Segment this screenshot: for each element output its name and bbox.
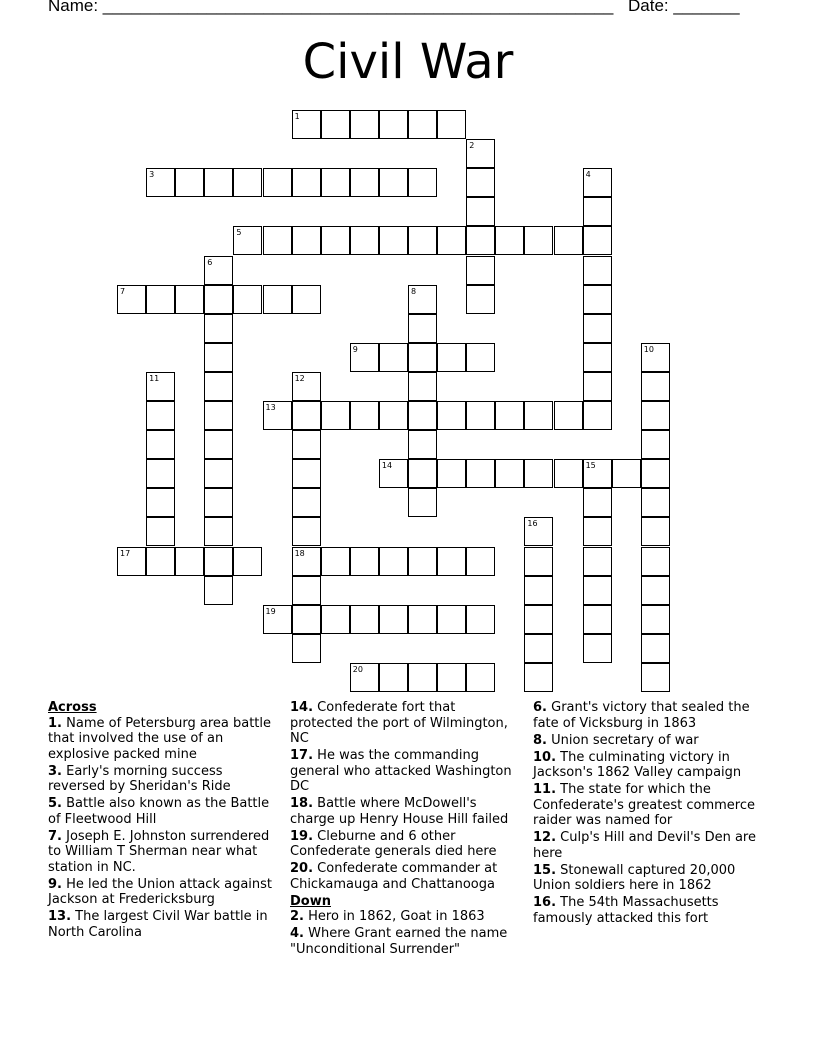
grid-cell[interactable] xyxy=(350,401,379,430)
grid-cell[interactable] xyxy=(204,372,233,401)
grid-cell[interactable] xyxy=(379,226,408,255)
grid-cell[interactable] xyxy=(408,314,437,343)
grid-cell[interactable] xyxy=(146,517,175,546)
grid-cell[interactable] xyxy=(233,168,262,197)
grid-cell[interactable] xyxy=(408,226,437,255)
down-clue-10: 10. The culminating victory in Jackson's 1862 Valley campaign xyxy=(533,749,742,780)
cell-number: 9 xyxy=(352,344,358,354)
cell-number: 13 xyxy=(265,403,276,412)
grid-cell[interactable] xyxy=(554,401,583,430)
cell-number: 5 xyxy=(236,228,242,238)
grid-cell[interactable] xyxy=(204,256,233,285)
grid-cell[interactable] xyxy=(466,226,495,255)
grid-cell[interactable] xyxy=(175,285,204,314)
grid-cell[interactable] xyxy=(466,663,495,692)
across-clue-14: 14. Confederate fort that protected the port of Wilmington, NC xyxy=(290,700,508,746)
grid-cell[interactable] xyxy=(583,226,612,255)
clue-column-1 xyxy=(48,700,280,942)
grid-cell[interactable] xyxy=(292,547,321,576)
grid-cell[interactable] xyxy=(292,430,321,459)
grid-cell[interactable] xyxy=(583,372,612,401)
grid-cell[interactable] xyxy=(292,285,321,314)
grid-cell[interactable] xyxy=(350,168,379,197)
across-clue-13: 13. The largest Civil War battle in North Carolina xyxy=(48,909,268,940)
across-clue-17: 17. He was the commanding general who attacked Washington DC xyxy=(290,748,512,794)
grid-cell[interactable] xyxy=(408,430,437,459)
grid-cell[interactable] xyxy=(612,459,641,488)
grid-cell[interactable] xyxy=(321,401,350,430)
grid-cell[interactable] xyxy=(233,226,262,255)
clue-column-2 xyxy=(290,700,522,959)
grid-cell[interactable] xyxy=(466,256,495,285)
grid-cell[interactable] xyxy=(524,547,553,576)
grid-cell[interactable] xyxy=(379,168,408,197)
grid-cell[interactable] xyxy=(495,459,524,488)
grid-cell[interactable] xyxy=(263,285,292,314)
grid-cell[interactable] xyxy=(146,547,175,576)
grid-cell[interactable] xyxy=(321,605,350,634)
cell-number: 11 xyxy=(149,373,160,383)
grid-cell[interactable] xyxy=(292,372,321,401)
grid-cell[interactable] xyxy=(408,605,437,634)
grid-cell[interactable] xyxy=(408,663,437,692)
grid-cell[interactable] xyxy=(583,401,612,430)
cell-number: 7 xyxy=(120,286,126,296)
date-field-label: Date: _______ xyxy=(628,0,740,15)
grid-cell[interactable] xyxy=(350,547,379,576)
grid-cell[interactable] xyxy=(292,401,321,430)
grid-cell[interactable] xyxy=(583,314,612,343)
down-clue-11: 11. The state for which the Confederate's greatest commerce raider was named for xyxy=(533,782,755,828)
grid-cell[interactable] xyxy=(437,459,466,488)
across-heading: Across xyxy=(48,700,97,715)
grid-cell[interactable] xyxy=(583,517,612,546)
grid-cell[interactable] xyxy=(292,517,321,546)
across-clue-5: 5. Battle also known as the Battle of Fleetwood Hill xyxy=(48,796,270,827)
clue-column-3 xyxy=(533,700,773,928)
grid-cell[interactable] xyxy=(641,605,670,634)
grid-cell[interactable] xyxy=(292,110,321,139)
grid-cell[interactable] xyxy=(350,663,379,692)
across-clue-9: 9. He led the Union attack against Jackson at Fredericksburg xyxy=(48,876,273,907)
grid-cell[interactable] xyxy=(524,634,553,663)
grid-cell[interactable] xyxy=(379,663,408,692)
grid-cell[interactable] xyxy=(204,285,233,314)
cell-number: 17 xyxy=(120,548,131,558)
name-field-label: Name: ______________________________________________________ xyxy=(48,0,614,15)
cell-number: 8 xyxy=(411,286,417,296)
cell-number: 4 xyxy=(585,170,591,180)
grid-cell[interactable] xyxy=(204,576,233,605)
across-clue-3: 3. Early's morning success reversed by Sheridan's Ride xyxy=(48,763,231,794)
grid-cell[interactable] xyxy=(146,488,175,517)
grid-cell[interactable] xyxy=(583,488,612,517)
grid-cell[interactable] xyxy=(408,401,437,430)
grid-cell[interactable] xyxy=(146,372,175,401)
cell-number: 15 xyxy=(585,461,596,471)
cell-number: 10 xyxy=(643,344,654,354)
grid-cell[interactable] xyxy=(117,547,146,576)
grid-cell[interactable] xyxy=(495,226,524,255)
grid-cell[interactable] xyxy=(408,285,437,314)
grid-cell[interactable] xyxy=(583,459,612,488)
cell-number: 19 xyxy=(265,606,276,616)
down-heading: Down xyxy=(290,893,331,909)
cell-number: 16 xyxy=(527,519,538,529)
cell-number: 6 xyxy=(207,257,213,267)
grid-cell[interactable] xyxy=(524,459,553,488)
grid-cell[interactable] xyxy=(524,576,553,605)
grid-cell[interactable] xyxy=(379,110,408,139)
grid-cell[interactable] xyxy=(146,168,175,197)
grid-cell[interactable] xyxy=(117,285,146,314)
grid-cell[interactable] xyxy=(321,110,350,139)
grid-cell[interactable] xyxy=(641,459,670,488)
cell-number: 3 xyxy=(149,170,155,180)
grid-cell[interactable] xyxy=(437,226,466,255)
grid-cell[interactable] xyxy=(408,547,437,576)
grid-cell[interactable] xyxy=(583,547,612,576)
grid-cell[interactable] xyxy=(437,343,466,372)
grid-cell[interactable] xyxy=(350,226,379,255)
page-title: Civil War xyxy=(302,34,514,90)
cell-number: 2 xyxy=(469,141,475,151)
across-clue-19: 19. Cleburne and 6 other Confederate generals died here xyxy=(290,828,497,859)
grid-cell[interactable] xyxy=(524,517,553,546)
down-clue-6: 6. Grant's victory that sealed the fate of Vicksburg in 1863 xyxy=(533,700,750,731)
grid-cell[interactable] xyxy=(583,197,612,226)
grid-cell[interactable] xyxy=(292,459,321,488)
grid-cell[interactable] xyxy=(379,401,408,430)
grid-cell[interactable] xyxy=(641,547,670,576)
grid-cell[interactable] xyxy=(292,605,321,634)
grid-cell[interactable] xyxy=(641,372,670,401)
grid-cell[interactable] xyxy=(408,459,437,488)
grid-cell[interactable] xyxy=(466,285,495,314)
grid-cell[interactable] xyxy=(495,401,524,430)
grid-cell[interactable] xyxy=(175,168,204,197)
grid-cell[interactable] xyxy=(292,576,321,605)
grid-cell[interactable] xyxy=(408,343,437,372)
grid-cell[interactable] xyxy=(466,168,495,197)
grid-cell[interactable] xyxy=(408,488,437,517)
grid-cell[interactable] xyxy=(641,488,670,517)
grid-cell[interactable] xyxy=(583,256,612,285)
grid-cell[interactable] xyxy=(146,401,175,430)
grid-cell[interactable] xyxy=(175,547,204,576)
grid-cell[interactable] xyxy=(466,459,495,488)
grid-cell[interactable] xyxy=(379,459,408,488)
grid-cell[interactable] xyxy=(641,576,670,605)
grid-cell[interactable] xyxy=(524,605,553,634)
grid-cell[interactable] xyxy=(263,226,292,255)
grid-cell[interactable] xyxy=(292,226,321,255)
grid-cell[interactable] xyxy=(379,605,408,634)
grid-cell[interactable] xyxy=(204,459,233,488)
grid-cell[interactable] xyxy=(437,401,466,430)
cell-number: 18 xyxy=(294,548,305,558)
grid-cell[interactable] xyxy=(263,168,292,197)
grid-cell[interactable] xyxy=(350,110,379,139)
grid-cell[interactable] xyxy=(437,110,466,139)
grid-cell[interactable] xyxy=(466,343,495,372)
grid-cell[interactable] xyxy=(466,547,495,576)
grid-cell[interactable] xyxy=(466,401,495,430)
down-clue-8: 8. Union secretary of war xyxy=(533,732,699,748)
grid-cell[interactable] xyxy=(292,168,321,197)
grid-cell[interactable] xyxy=(466,197,495,226)
grid-cell[interactable] xyxy=(408,110,437,139)
grid-cell[interactable] xyxy=(204,401,233,430)
across-clue-18: 18. Battle where McDowell's charge up Henry House Hill failed xyxy=(290,796,509,827)
across-clue-7: 7. Joseph E. Johnston surrendered to William T Sherman near what station in NC. xyxy=(48,828,270,875)
grid-cell[interactable] xyxy=(204,547,233,576)
grid-cell[interactable] xyxy=(292,488,321,517)
grid-cell[interactable] xyxy=(408,168,437,197)
grid-cell[interactable] xyxy=(350,605,379,634)
cell-number: 1 xyxy=(294,112,300,121)
grid-cell[interactable] xyxy=(379,547,408,576)
grid-cell[interactable] xyxy=(641,401,670,430)
grid-cell[interactable] xyxy=(263,401,292,430)
grid-cell[interactable] xyxy=(466,605,495,634)
grid-cell[interactable] xyxy=(350,343,379,372)
grid-cell[interactable] xyxy=(641,634,670,663)
grid-cell[interactable] xyxy=(146,285,175,314)
grid-cell[interactable] xyxy=(524,663,553,692)
grid-cell[interactable] xyxy=(641,430,670,459)
grid-cell[interactable] xyxy=(204,314,233,343)
down-clue-2: 2. Hero in 1862, Goat in 1863 xyxy=(290,909,485,924)
across-clue-1: 1. Name of Petersburg area battle that involved the use of an explosive packed mine xyxy=(48,715,271,762)
grid-cell[interactable] xyxy=(146,459,175,488)
grid-cell[interactable] xyxy=(233,285,262,314)
down-clue-4: 4. Where Grant earned the name "Unconditional Surrender" xyxy=(290,926,508,957)
grid-cell[interactable] xyxy=(641,663,670,692)
grid-cell[interactable] xyxy=(321,226,350,255)
grid-cell[interactable] xyxy=(583,634,612,663)
grid-cell[interactable] xyxy=(292,634,321,663)
grid-cell[interactable] xyxy=(204,517,233,546)
grid-cell[interactable] xyxy=(554,459,583,488)
grid-cell[interactable] xyxy=(437,663,466,692)
grid-cell[interactable] xyxy=(583,576,612,605)
grid-cell[interactable] xyxy=(583,285,612,314)
grid-cell[interactable] xyxy=(408,372,437,401)
down-clue-12: 12. Culp's Hill and Devil's Den are here xyxy=(533,830,756,861)
grid-cell[interactable] xyxy=(379,343,408,372)
grid-cell[interactable] xyxy=(204,343,233,372)
grid-cell[interactable] xyxy=(437,547,466,576)
cell-number: 12 xyxy=(294,373,305,383)
grid-cell[interactable] xyxy=(233,547,262,576)
grid-cell[interactable] xyxy=(641,517,670,546)
down-clue-16: 16. The 54th Massachusetts famously attacked this fort xyxy=(533,895,719,926)
grid-cell[interactable] xyxy=(524,401,553,430)
grid-cell[interactable] xyxy=(204,430,233,459)
grid-cell[interactable] xyxy=(583,168,612,197)
grid-cell[interactable] xyxy=(583,343,612,372)
grid-cell[interactable] xyxy=(321,547,350,576)
grid-cell[interactable] xyxy=(466,139,495,168)
grid-cell[interactable] xyxy=(146,430,175,459)
grid-cell[interactable] xyxy=(437,605,466,634)
grid-cell[interactable] xyxy=(583,605,612,634)
grid-cell[interactable] xyxy=(554,226,583,255)
grid-cell[interactable] xyxy=(263,605,292,634)
cell-number: 20 xyxy=(352,664,363,674)
grid-cell[interactable] xyxy=(524,226,553,255)
grid-cell[interactable] xyxy=(204,488,233,517)
grid-cell[interactable] xyxy=(321,168,350,197)
down-clue-15: 15. Stonewall captured 20,000 Union soldiers here in 1862 xyxy=(533,862,736,893)
grid-cell[interactable] xyxy=(204,168,233,197)
grid-cell[interactable] xyxy=(641,343,670,372)
across-clue-20: 20. Confederate commander at Chickamauga and Chattanooga xyxy=(290,861,498,892)
cell-number: 14 xyxy=(381,461,393,471)
